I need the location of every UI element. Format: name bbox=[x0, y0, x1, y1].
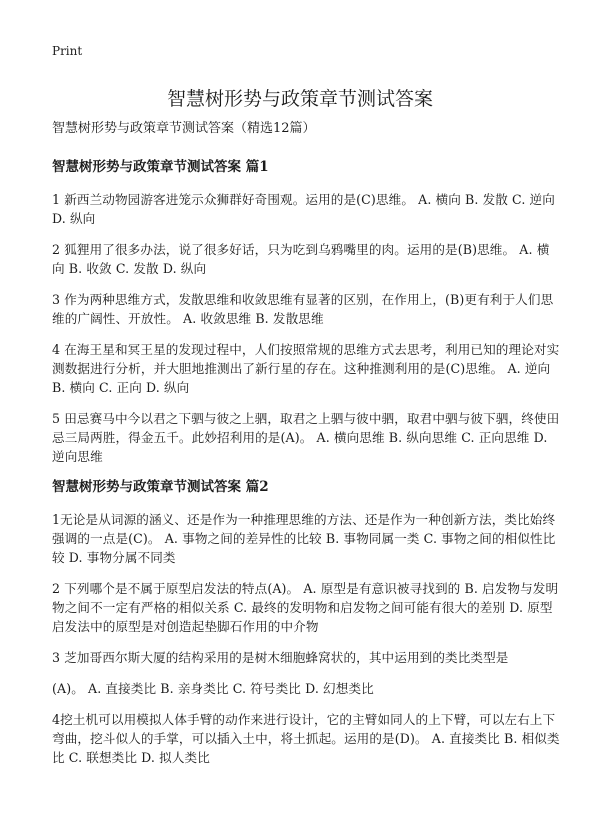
question-paragraph: 4挖土机可以用模拟人体手臂的动作来进行设计，它的主臂如同人的上下臂，可以左右上下弯曲，挖斗似人的手掌，可以插入土中，将土抓起。运用的是(D)。 A. 直接类比 B. 相似类比 C. 联想类比 D. 拟人类比 bbox=[52, 712, 560, 765]
section-1 bbox=[52, 158, 562, 466]
document-subtitle: 智慧树形势与政策章节测试答案（精选12篇） bbox=[52, 121, 316, 136]
print-link[interactable]: Print bbox=[52, 44, 83, 58]
page-title: 智慧树形势与政策章节测试答案 bbox=[166, 88, 433, 110]
question-paragraph: 3 芝加哥西尔斯大厦的结构采用的是树木细胞蜂窝状的，其中运用到的类比类型是 bbox=[52, 650, 509, 665]
question-paragraph: 4 在海王星和冥王星的发现过程中，人们按照常规的思维方式去思考，利用已知的理论对实测数据进行分析，并大胆地推测出了新行星的存在。这种推测利用的是(C)思维。 A. 逆向 B. 横向 C. 正向 D. 纵向 bbox=[52, 342, 560, 395]
question-paragraph: 5 田忌赛马中今以君之下驷与彼之上驷，取君之上驷与彼中驷，取君中驷与彼下驷，终使田忌三局两胜，得金五千。此妙招利用的是(A)。 A. 横向思维 B. 纵向思维 C. 正向思维 D. 逆向思维 bbox=[52, 411, 560, 464]
question-paragraph: 3 作为两种思维方式，发散思维和收敛思维有显著的区别，在作用上，(B)更有利于人们思维的广阔性、开放性。 A. 收敛思维 B. 发散思维 bbox=[52, 292, 554, 326]
question-paragraph: 1 新西兰动物园游客进笼示众狮群好奇围观。运用的是(C)思维。 A. 横向 B. 发散 C. 逆向 D. 纵向 bbox=[52, 192, 555, 226]
question-paragraph: 1无论是从词源的涵义、还是作为一种推理思维的方法、还是作为一种创新方法，类比始终强调的一点是(C)。 A. 事物之间的差异性的比较 B. 事物同属一类 C. 事物之间的相似性比较 D. 事物分属不同类 bbox=[52, 512, 556, 565]
question-paragraph: 2 狐狸用了很多办法，说了很多好话，只为吃到乌鸦嘴里的肉。运用的是(B)思维。 A. 横向 B. 收敛 C. 发散 D. 纵向 bbox=[52, 242, 550, 276]
document-body bbox=[52, 120, 562, 779]
section-heading: 智慧树形势与政策章节测试答案 篇2 bbox=[52, 479, 269, 495]
section-2 bbox=[52, 478, 562, 767]
question-paragraph: 2 下列哪个是不属于原型启发法的特点(A)。 A. 原型是有意识被寻找到的 B. 启发物与发明物之间不一定有严格的相似关系 C. 最终的发明物和启发物之间可能有很大的差别 D. 原型启发法中的原型是对创造起垫脚石作用的中介物 bbox=[52, 581, 559, 634]
question-paragraph: (A)。 A. 直接类比 B. 亲身类比 C. 符号类比 D. 幻想类比 bbox=[52, 681, 374, 696]
section-heading: 智慧树形势与政策章节测试答案 篇1 bbox=[52, 159, 269, 175]
